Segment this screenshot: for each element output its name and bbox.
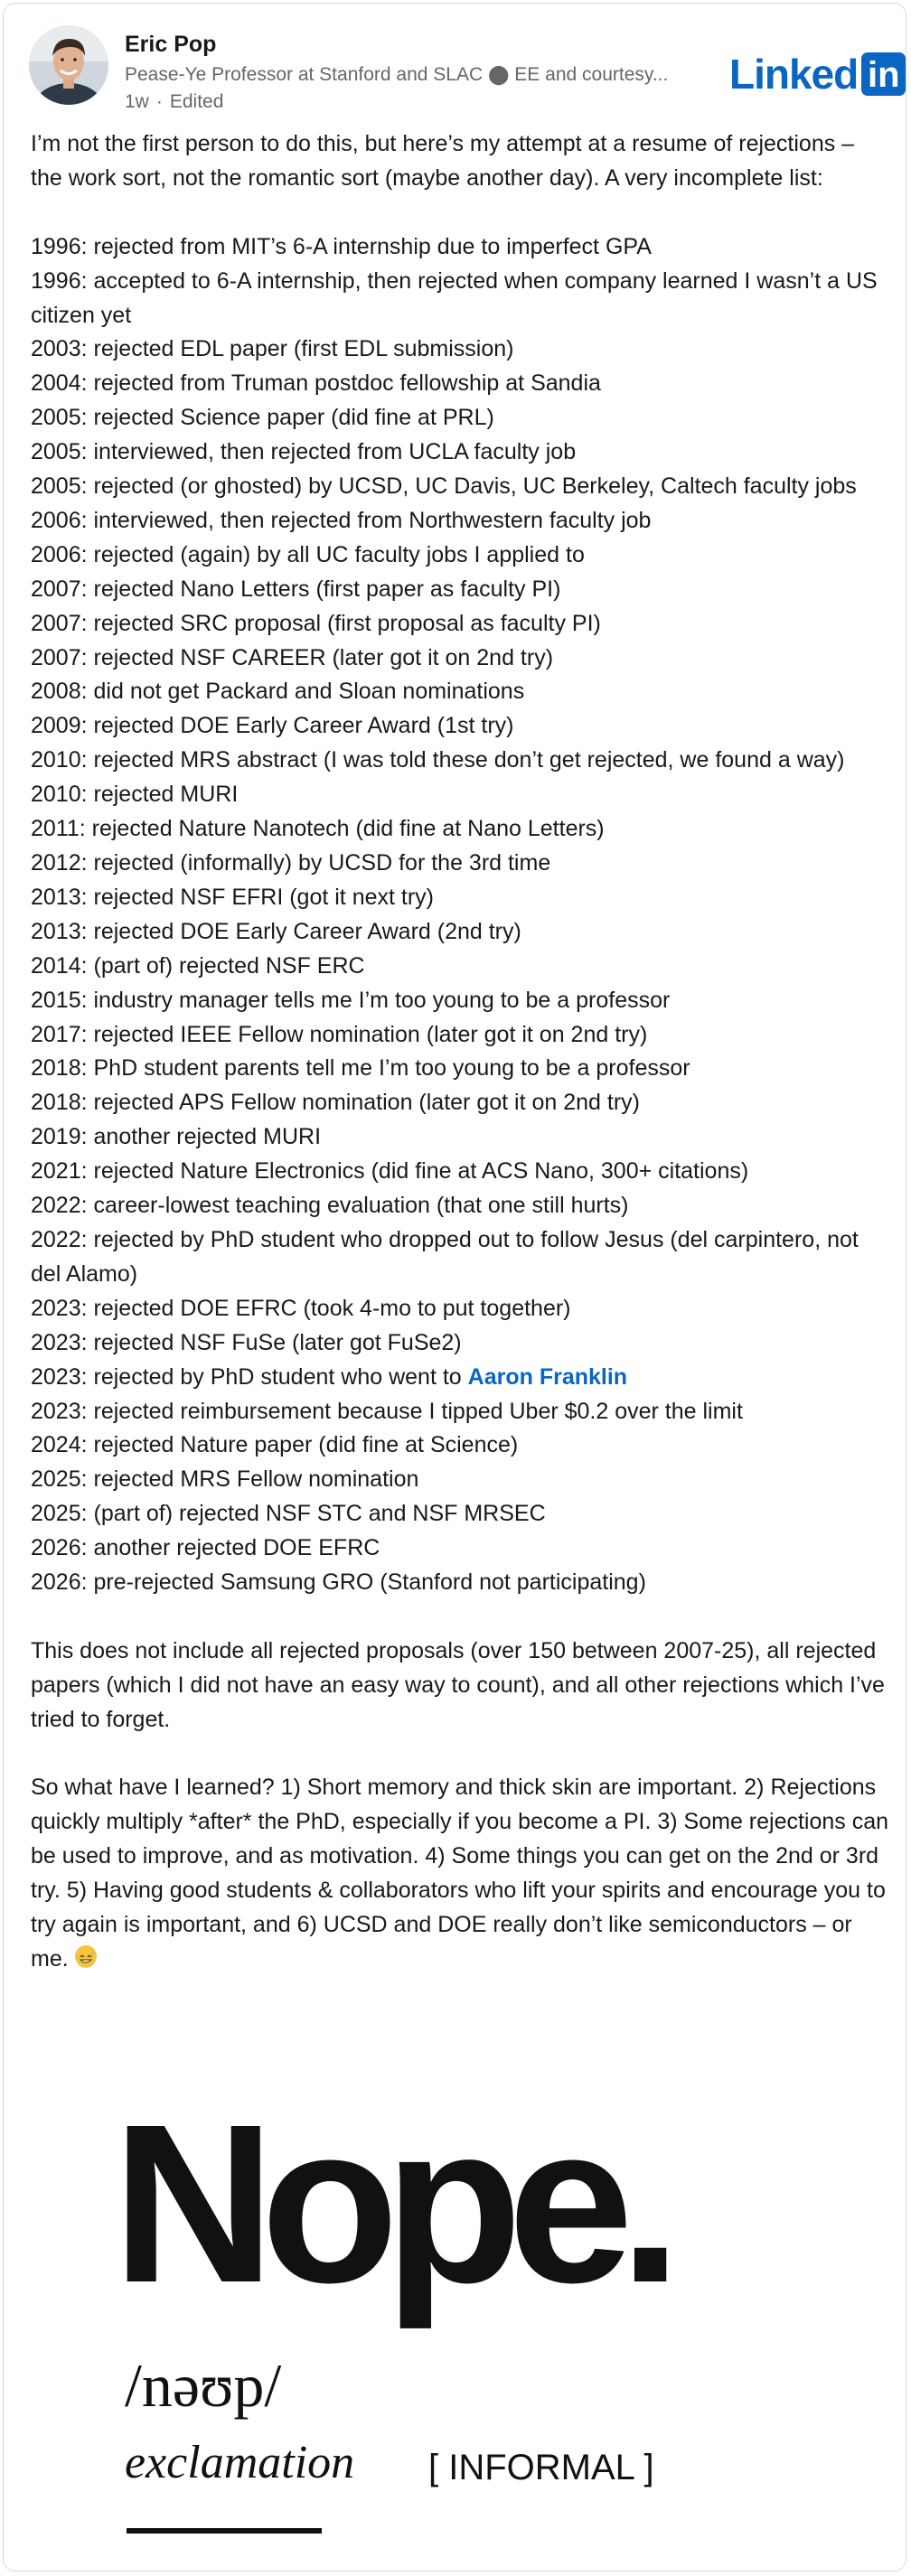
post-time: 1w <box>125 91 149 112</box>
list-item: 2014: (part of) rejected NSF ERC <box>31 952 365 979</box>
rejection-list <box>31 230 889 1600</box>
list-item: 2026: pre-rejected Samsung GRO (Stanford not participating) <box>31 1569 646 1596</box>
list-item: 2007: rejected NSF CAREER (later got it on 2nd try) <box>31 644 554 670</box>
post-disclaimer: This does not include all rejected proposals (over 150 between 2007-25), all rejected papers (which I did not have an easy way to count), and all other rejections which I’ve tried to forget. <box>31 1637 885 1732</box>
image-underline <box>127 2528 322 2534</box>
post-meta <box>125 90 223 114</box>
image-pronunciation: /nəʊp/ <box>125 2351 282 2420</box>
paragraph-gap <box>31 1600 889 1635</box>
linkedin-logo-word: Linked <box>729 51 859 98</box>
list-item: 1996: accepted to 6-A internship, then rejected when company learned I wasn’t a US citizen yet <box>31 267 878 328</box>
post-image[interactable] <box>112 2077 826 2543</box>
list-item: 2025: rejected MRS Fellow nomination <box>31 1466 419 1493</box>
list-item: 2011: rejected Nature Nanotech (did fine at Nano Letters) <box>31 816 605 842</box>
list-item: 2004: rejected from Truman postdoc fellowship at Sandia <box>31 370 601 397</box>
list-item: 1996: rejected from MIT’s 6-A internship due to imperfect GPA <box>31 233 652 259</box>
paragraph-gap <box>31 1738 889 1772</box>
list-item: 2007: rejected SRC proposal (first proposal as faculty PI) <box>31 610 601 636</box>
image-headword: Nope. <box>112 2077 668 2329</box>
paragraph-gap <box>31 196 889 230</box>
post-lessons <box>31 1771 889 1976</box>
list-item: 2009: rejected DOE Early Career Award (1st try) <box>31 713 514 739</box>
list-item: 2023: rejected DOE EFRC (took 4-mo to put together) <box>31 1295 571 1321</box>
list-item: 2006: rejected (again) by all UC faculty jobs I applied to <box>31 541 585 567</box>
list-item: 2018: PhD student parents tell me I’m too young to be a professor <box>31 1055 690 1082</box>
lessons-text: So what have I learned? 1) Short memory and thick skin are important. 2) Rejections quickly multiply *after* the PhD, especially if you become a PI. 3) Some rejections can be used to improve, and as motivation. 4) Some things you can get on the 2nd or 3rd try. 5) Having good students & collaborators who lift your spirits and encourage you to try again is important, and 6) UCSD and DOE really don’t like semiconductors – or me. <box>31 1775 889 1972</box>
list-item: 2026: another rejected DOE EFRC <box>31 1535 380 1561</box>
separator-dot: · <box>155 91 163 112</box>
list-item: 2003: rejected EDL paper (first EDL submission) <box>31 336 514 362</box>
grinning-sweat-emoji-icon <box>75 1945 97 1967</box>
list-item: 2021: rejected Nature Electronics (did fine at ACS Nano, 300+ citations) <box>31 1158 749 1185</box>
list-item: 2010: rejected MRS abstract (I was told these don’t get rejected, we found a way) <box>31 747 845 773</box>
list-item: 2023: rejected NSF FuSe (later got FuSe2) <box>31 1329 462 1355</box>
post-intro: I’m not the first person to do this, but here’s my attempt at a resume of rejections – the work sort, not the romantic sort (maybe another day). A very incomplete list: <box>31 131 855 191</box>
list-item: 2008: did not get Packard and Sloan nominations <box>31 679 525 705</box>
image-register: [ INFORMAL ] <box>428 2448 654 2487</box>
list-item-with-mention <box>31 1361 889 1395</box>
mention-link[interactable]: Aaron Franklin <box>467 1363 628 1390</box>
author-avatar[interactable] <box>29 25 108 105</box>
author-headline: Pease-Ye Professor at Stanford and SLAC ⬤ EE and courtesy... <box>125 64 669 85</box>
list-item: 2010: rejected MURI <box>31 782 239 808</box>
list-item: 2012: rejected (informally) by UCSD for the 3rd time <box>31 850 551 876</box>
list-item: 2019: another rejected MURI <box>31 1124 322 1150</box>
linkedin-logo <box>729 51 906 98</box>
list-item: 2025: (part of) rejected NSF STC and NSF MRSEC <box>31 1501 546 1527</box>
list-item: 2005: interviewed, then rejected from UCLA faculty job <box>31 439 577 465</box>
list-item: 2024: rejected Nature paper (did fine at Science) <box>31 1432 519 1458</box>
list-item: 2005: rejected Science paper (did fine at PRL) <box>31 405 494 431</box>
author-name[interactable]: Eric Pop <box>125 32 217 57</box>
image-part-of-speech: exclamation <box>125 2437 355 2488</box>
list-item: 2022: career-lowest teaching evaluation (that one still hurts) <box>31 1193 629 1219</box>
post-card <box>3 3 906 2571</box>
list-item: 2017: rejected IEEE Fellow nomination (later got it on 2nd try) <box>31 1021 648 1047</box>
list-item: 2013: rejected NSF EFRI (got it next try) <box>31 884 434 910</box>
list-item: 2018: rejected APS Fellow nomination (later got it on 2nd try) <box>31 1090 640 1116</box>
list-item: 2022: rejected by PhD student who dropped out to follow Jesus (del carpintero, not del Alamo) <box>31 1226 859 1287</box>
list-item: 2015: industry manager tells me I’m too young to be a professor <box>31 987 671 1013</box>
edited-label: Edited <box>169 91 224 112</box>
list-item: 2006: interviewed, then rejected from Northwestern faculty job <box>31 507 652 533</box>
linkedin-logo-box: in <box>861 52 906 96</box>
list-item: 2013: rejected DOE Early Career Award (2nd try) <box>31 918 521 944</box>
list-item: 2007: rejected Nano Letters (first paper as faculty PI) <box>31 576 561 602</box>
post-body <box>31 127 889 1977</box>
list-item: 2005: rejected (or ghosted) by UCSD, UC Davis, UC Berkeley, Caltech faculty jobs <box>31 473 857 500</box>
avatar-photo-icon <box>29 25 108 105</box>
list-item: 2023: rejected reimbursement because I tipped Uber $0.2 over the limit <box>31 1398 743 1424</box>
mention-prefix: 2023: rejected by PhD student who went to <box>31 1363 468 1390</box>
